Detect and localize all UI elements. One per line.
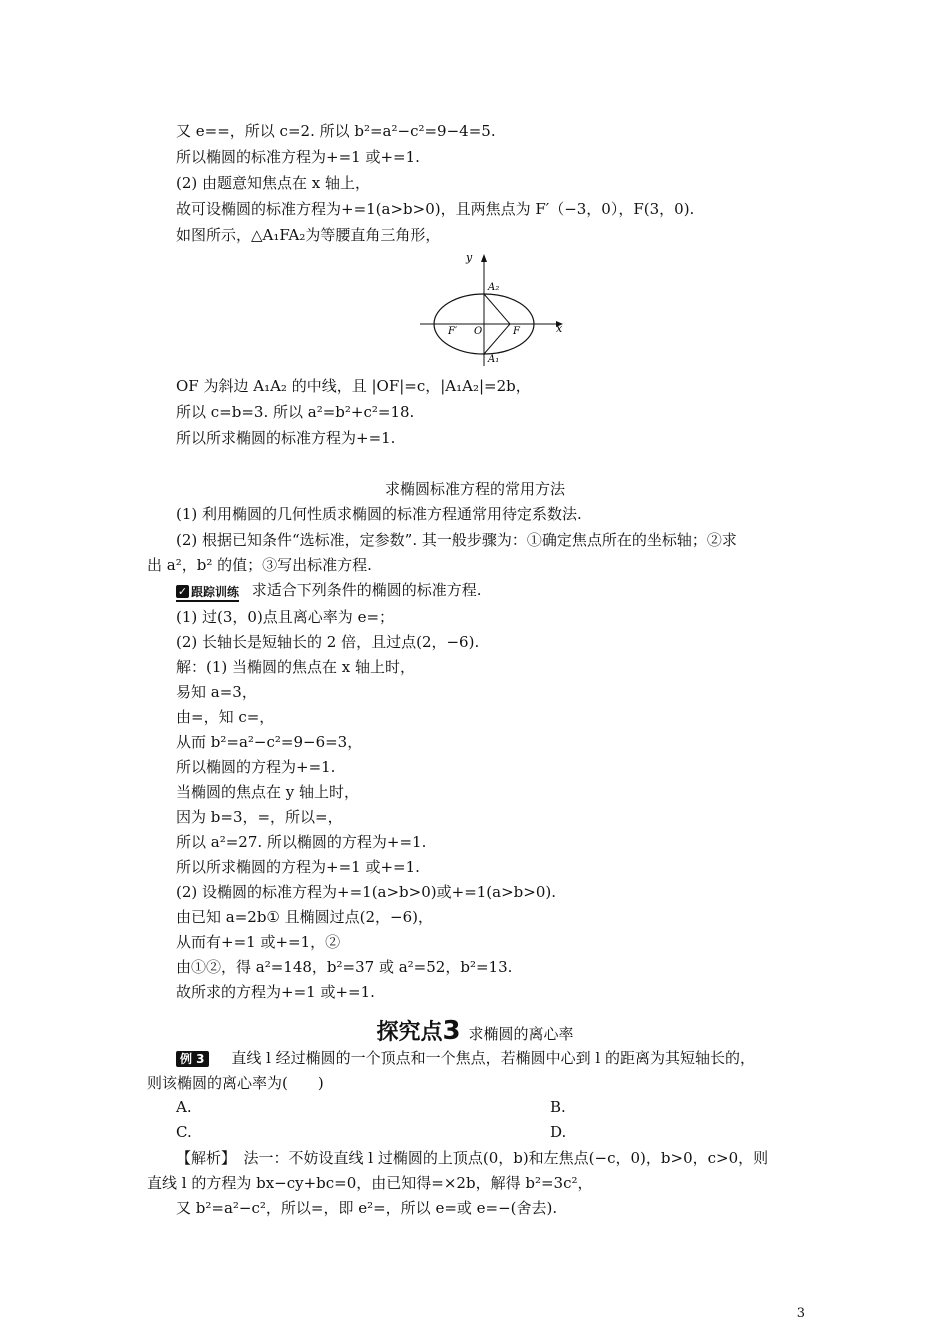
- option-c: C.: [176, 1123, 192, 1141]
- text-line: 从而 b²=a²−c²=9−6=3，: [176, 733, 363, 751]
- text-line: OF 为斜边 A₁A₂ 的中线，且 |OF|=c，|A₁A₂|=2b，: [176, 377, 531, 395]
- track-training-tag: [176, 584, 239, 602]
- text-line: 如图所示，△A₁FA₂为等腰直角三角形，: [176, 226, 441, 244]
- text-line: 【解析】 法一：不妨设直线 l 过椭圆的上顶点(0，b)和左焦点(−c，0)，b>0，c>0，则: [176, 1149, 769, 1167]
- text-line: 解：(1) 当椭圆的焦点在 x 轴上时，: [176, 658, 416, 676]
- section-title: 探究点: [376, 1020, 443, 1045]
- a1-label: A₁: [488, 354, 500, 365]
- method-title: 求椭圆标准方程的常用方法: [384, 480, 565, 498]
- text-line: (2) 设椭圆的标准方程为+=1(a>b>0)或+=1(a>b>0).: [176, 883, 557, 901]
- text-line: 直线 l 的方程为 bx−cy+bc=0，由已知得=×2b，解得 b²=3c²，: [147, 1174, 593, 1192]
- text-line: 故可设椭圆的标准方程为+=1(a>b>0)，且两焦点为 F′（−3，0），F(3，0).: [176, 200, 695, 218]
- a2-label: A₂: [488, 282, 500, 293]
- section-number: 3: [442, 1016, 461, 1046]
- text-line: 易知 a=3，: [176, 683, 257, 701]
- f-label: F: [513, 326, 520, 337]
- ellipse-figure: [418, 250, 568, 368]
- text-line: 所以 c=b=3. 所以 a²=b²+c²=18.: [176, 403, 415, 421]
- text-line: 则该椭圆的离心率为( ): [147, 1074, 324, 1092]
- text-line: 由=，知 c=，: [176, 708, 275, 726]
- text-line: 又 e==，所以 c=2. 所以 b²=a²−c²=9−4=5.: [176, 122, 496, 140]
- track-training-line: [176, 580, 482, 602]
- option-b: B.: [550, 1098, 566, 1116]
- option-a: A.: [176, 1098, 192, 1116]
- text-line: (1) 过(3，0)点且离心率为 e=；: [176, 608, 395, 626]
- text-line: (2) 根据已知条件“选标准，定参数”. 其一般步骤为：①确定焦点所在的坐标轴；②求: [176, 531, 737, 549]
- text-line: 出 a²，b² 的值；③写出标准方程.: [147, 556, 372, 574]
- text-line: 所以椭圆的方程为+=1.: [176, 758, 336, 776]
- checkmark-icon: ✓: [177, 585, 188, 598]
- text-line: 所以 a²=27. 所以椭圆的方程为+=1.: [176, 833, 427, 851]
- text-line: 所以所求椭圆的标准方程为+=1.: [176, 429, 396, 447]
- text-line: 所以所求椭圆的方程为+=1 或+=1.: [176, 858, 420, 876]
- section-heading: [0, 1015, 950, 1046]
- example-text: 直线 l 经过椭圆的一个顶点和一个焦点，若椭圆中心到 l 的距离为其短轴长的，: [231, 1049, 755, 1067]
- text-line: 由①②，得 a²=148，b²=37 或 a²=52，b²=13.: [176, 958, 513, 976]
- x-axis-label: x: [556, 322, 563, 335]
- text-line: (2) 由题意知焦点在 x 轴上，: [176, 174, 371, 192]
- example-line: [176, 1048, 755, 1068]
- text-line: 所以椭圆的标准方程为+=1 或+=1.: [176, 148, 420, 166]
- text-line: 又 b²=a²−c²，所以=，即 e²=，所以 e=或 e=−(舍去).: [176, 1199, 558, 1217]
- text-line: 因为 b=3，=，所以=，: [176, 808, 343, 826]
- option-d: D.: [550, 1123, 567, 1141]
- text-line: 由已知 a=2b① 且椭圆过点(2，−6)，: [176, 908, 434, 926]
- track-training-label: 跟踪训练: [191, 584, 240, 599]
- y-axis-label: y: [466, 251, 473, 264]
- text-line: (1) 利用椭圆的几何性质求椭圆的标准方程通常用待定系数法.: [176, 505, 582, 523]
- text-line: 故所求的方程为+=1 或+=1.: [176, 983, 375, 1001]
- section-subtitle: 求椭圆的离心率: [468, 1025, 574, 1043]
- fprime-label: F′: [448, 326, 458, 337]
- origin-label: O: [474, 326, 483, 337]
- text-line: 当椭圆的焦点在 y 轴上时，: [176, 783, 360, 801]
- page-number: 3: [796, 1306, 805, 1321]
- track-training-text: 求适合下列条件的椭圆的标准方程.: [251, 581, 482, 599]
- text-line: (2) 长轴长是短轴长的 2 倍，且过点(2，−6).: [176, 633, 480, 651]
- text-line: 从而有+=1 或+=1，②: [176, 933, 341, 951]
- example-tag: 例 3: [176, 1051, 209, 1067]
